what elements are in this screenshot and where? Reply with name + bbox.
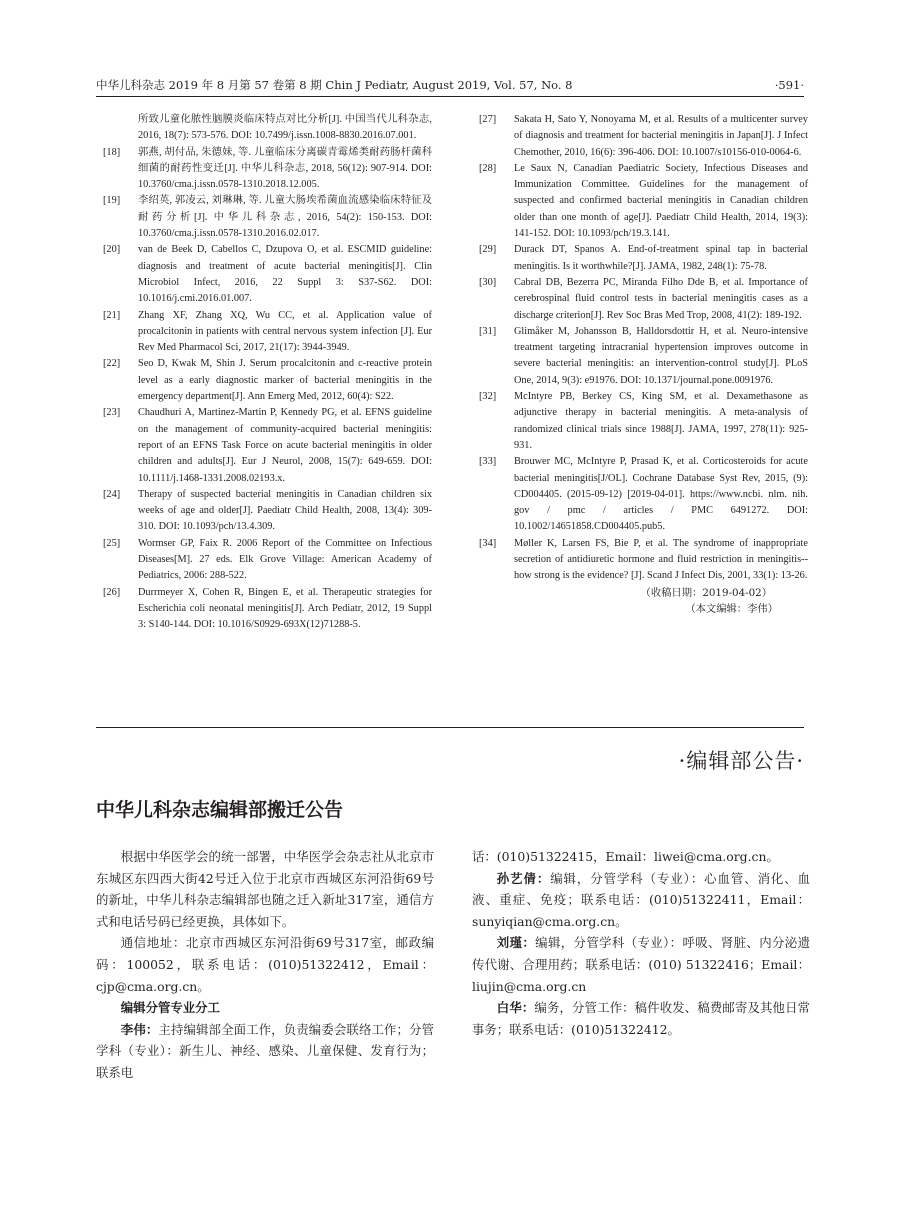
reference-text: van de Beek D, Cabellos C, Dzupova O, et al. ESCMID guideline: diagnosis and treatment of acute bacterial meningitis[J]. Clin Microbiol Infect, 2016, 22 Suppl 3: S37-S62. DOI: 10.1016/j.cmi.2016.01.007. [138,244,432,305]
reference-number: [20] [103,244,121,256]
references-right-column [472,112,808,617]
article-end-notes [472,585,808,618]
notice-subheading: 编辑分管专业分工 [120,1000,220,1016]
reference-item [96,356,432,405]
notice-right-column [472,846,810,1040]
reference-text: 所致儿童化脓性脑膜炎临床特点对比分析[J]. 中国当代儿科杂志, 2016, 18(7): 573-576. DOI: 10.7499/j.issn.1008-8830.2016.07.001. [138,114,432,142]
reference-text: Zhang XF, Zhang XQ, Wu CC, et al. Application value of procalcitonin in patients with central nervous system infection [J]. Eur Rev Med Pharmacol Sci, 2017, 21(17): 3944-3949. [138,309,432,354]
reference-text: 李绍英, 郭凌云, 刘琳琳, 等. 儿童大肠埃希菌血流感染临床特征及耐药分析[J]. 中华儿科杂志, 2016, 54(2): 150-153. DOI: 10.3760/cma.j.issn.0578-1310.2016.02.017. [138,195,432,240]
reference-item [96,405,432,486]
editor-duties: 主持编辑部全面工作，负责编委会联络工作；分管学科（专业）：新生儿、神经、感染、儿童保健、发育行为；联系电 [96,1021,435,1080]
notice-title: 中华儿科杂志编辑部搬迁公告 [96,799,344,821]
reference-item [96,145,432,194]
reference-text: Durack DT, Spanos A. End-of-treatment spinal tap in bacterial meningitis. Is it worthwhile?[J]. JAMA, 1982, 248(1): 75-78. [514,244,808,272]
reference-number: [31] [479,325,497,337]
editor-name: 白华： [496,1000,535,1016]
received-date: （收稿日期：2019-04-02） [640,586,772,599]
reference-number: [18] [103,146,121,158]
notice-left-column [96,846,434,1084]
notice-address-paragraph: 通信地址：北京市西城区东河沿街69号317室，邮政编码：100052，联系电话：(010)51322412，Email：cjp@cma.org.cn。 [96,935,434,994]
reference-text: Le Saux N, Canadian Paediatric Society, Infectious Diseases and Immunization Committee. Guidelines for the management of suspected and confirmed bacterial meningitis in Canadian children older than one month of age[J]. Paediatr Child Health, 2014, 19(3): 141-152. DOI: 10.1093/pch/19.3.141. [514,162,808,240]
reference-number: [25] [103,537,121,549]
reference-text: Chaudhuri A, Martinez-Martin P, Kennedy PG, et al. EFNS guideline on the management of community-acquired bacterial meningitis: report of an EFNS Task Force on acute bacterial meningitis in older children and adults[J]. Eur J Neurol, 2008, 15(7): 649-659. DOI: 10.1111/j.1468-1331.2008.02193.x. [138,407,432,484]
reference-text: Durrmeyer X, Cohen R, Bingen E, et al. Therapeutic strategies for Escherichia coli neonatal meningitis[J]. Arch Pediatr, 2012, 19 Suppl 3: S140-144. DOI: 10.1016/S0929-693X(12)71288-5. [138,586,432,631]
editor-duties: 编辑，分管学科（专业）：心血管、消化、血液、重症、免疫；联系电话：(010)51322411，Email：sunyiqian@cma.org.cn。 [472,870,811,929]
reference-number: [28] [479,162,497,174]
reference-number: [27] [479,114,497,125]
reference-item [472,536,808,585]
page-number: ·591· [774,78,804,92]
references-left-column [96,112,432,634]
reference-number: [32] [479,391,497,403]
reference-number: [24] [103,488,121,500]
editor-name: 孙艺倩： [496,870,551,886]
reference-text: McIntyre PB, Berkey CS, King SM, et al. Dexamethasone as adjunctive therapy in bacterial meningitis. A meta-analysis of randomized clinical trials since 1988[J]. JAMA, 1997, 278(11): 925-931. [514,391,808,451]
reference-item [472,389,808,454]
editor-name: 李伟： [120,1021,159,1037]
editor-entry [96,1019,434,1084]
reference-number: [21] [103,309,121,321]
editor-entry [472,868,810,933]
reference-text: Møller K, Larsen FS, Bie P, et al. The syndrome of inappropriate secretion of antidiuretic hormone and fluid restriction in meningitis--how strong is the evidence? [J]. Scand J Infect Dis, 2001, 33(1): 13-26. [514,537,808,582]
reference-item [472,112,808,161]
reference-item [96,487,432,536]
reference-item [96,536,432,585]
editor-note: （本文编辑：李伟） [685,602,778,615]
editor-duties: 编务，分管工作：稿件收发、稿费邮寄及其他日常事务；联系电话：(010)51322412。 [472,1000,811,1037]
notice-continuation: 话：(010)51322415，Email：liwei@cma.org.cn。 [472,849,779,864]
header-rule [96,96,804,97]
reference-number: [30] [479,276,497,288]
reference-number: [22] [103,358,121,370]
reference-number: [33] [479,456,497,468]
reference-text: Seo D, Kwak M, Shin J. Serum procalcitonin and c-reactive protein level as a early diagnostic marker of bacterial meningitis in the emergency department[J]. Ann Emerg Med, 2012, 60(4): S22. [138,358,432,403]
reference-item [472,454,808,535]
reference-item [96,193,432,242]
editor-entry [472,997,810,1040]
reference-number: [19] [103,195,121,207]
reference-number: [34] [479,537,497,549]
reference-text: 郭燕, 胡付品, 朱德妹, 等. 儿童临床分离碳青霉烯类耐药肠杆菌科细菌的耐药性变迁[J]. 中华儿科杂志, 2018, 56(12): 907-914. DOI: 10.3760/cma.j.issn.0578-1310.2018.12.005. [138,146,432,191]
reference-text: Sakata H, Sato Y, Nonoyama M, et al. Results of a multicenter survey of diagnosis and treatment for bacterial meningitis in Japan[J]. J Infect Chemother, 2010, 16(6): 396-406. DOI: 10.1007/s10156-010-0064-6. [514,114,808,158]
section-divider [96,727,804,728]
editor-duties: 编辑，分管学科（专业）：呼吸、肾脏、内分泌遗传代谢、合理用药；联系电话：(010) 51322416；Email：liujin@cma.org.cn [472,935,810,994]
reference-number: [26] [103,586,121,598]
editor-name: 刘瑾： [496,935,536,951]
reference-item [96,112,432,145]
section-label: ·编辑部公告· [678,749,804,773]
reference-text: Cabral DB, Bezerra PC, Miranda Filho Dde B, et al. Importance of cerebrospinal fluid control tests in bacterial meningitis cases as a discharge criterion[J]. Rev Soc Bras Med Trop, 2008, 41(2): 189-192. [514,276,808,321]
reference-item [472,161,808,242]
reference-item [96,585,432,634]
reference-text: Wormser GP, Faix R. 2006 Report of the Committee on Infectious Diseases[M]. 27 eds. Elk Grove Village: American Academy of Pediatrics, 2006: 288-522. [138,537,432,582]
reference-number: [29] [479,244,497,256]
reference-item [472,242,808,275]
reference-text: Therapy of suspected bacterial meningitis in Canadian children six weeks of age and older[J]. Paediatr Child Health, 2008, 13(4): 309-310. DOI: 10.1093/pch/13.4.309. [138,488,432,533]
journal-issue-info: 中华儿科杂志 2019 年 8 月第 57 卷第 8 期 Chin J Pediatr, August 2019, Vol. 57, No. 8 [96,78,573,92]
notice-paragraph: 根据中华医学会的统一部署，中华医学会杂志社从北京市东城区东四西大街42号迁入位于北京市西城区东河沿街69号的新址，中华儿科杂志编辑部也随之迁入新址317室，通信方式和电话号码已经更换，具体如下。 [96,849,434,929]
reference-item [472,324,808,389]
running-header [96,76,804,94]
reference-item [96,308,432,357]
reference-text: Brouwer MC, McIntyre P, Prasad K, et al. Corticosteroids for acute bacterial meningitis[J/OL]. Cochrane Database Syst Rev, 2015, (9): CD004405. (2015-09-12) [2019-04-01]. https://www.ncbi. nlm. nih. gov / pmc / articles / PMC 6491272. DOI: 10.1002/14651858.CD004405.pub5. [514,456,808,533]
editor-entry [472,932,810,997]
reference-text: Glimåker M, Johansson B, Halldorsdottir H, et al. Neuro-intensive treatment targeting intracranial hypertension improves outcome in severe bacterial meningitis: an intervention-control study[J]. PLoS One, 2014, 9(3): e91976. DOI: 10.1371/journal.pone.0091976. [514,325,808,386]
reference-item [96,242,432,307]
reference-number: [23] [103,407,121,419]
reference-item [472,275,808,324]
